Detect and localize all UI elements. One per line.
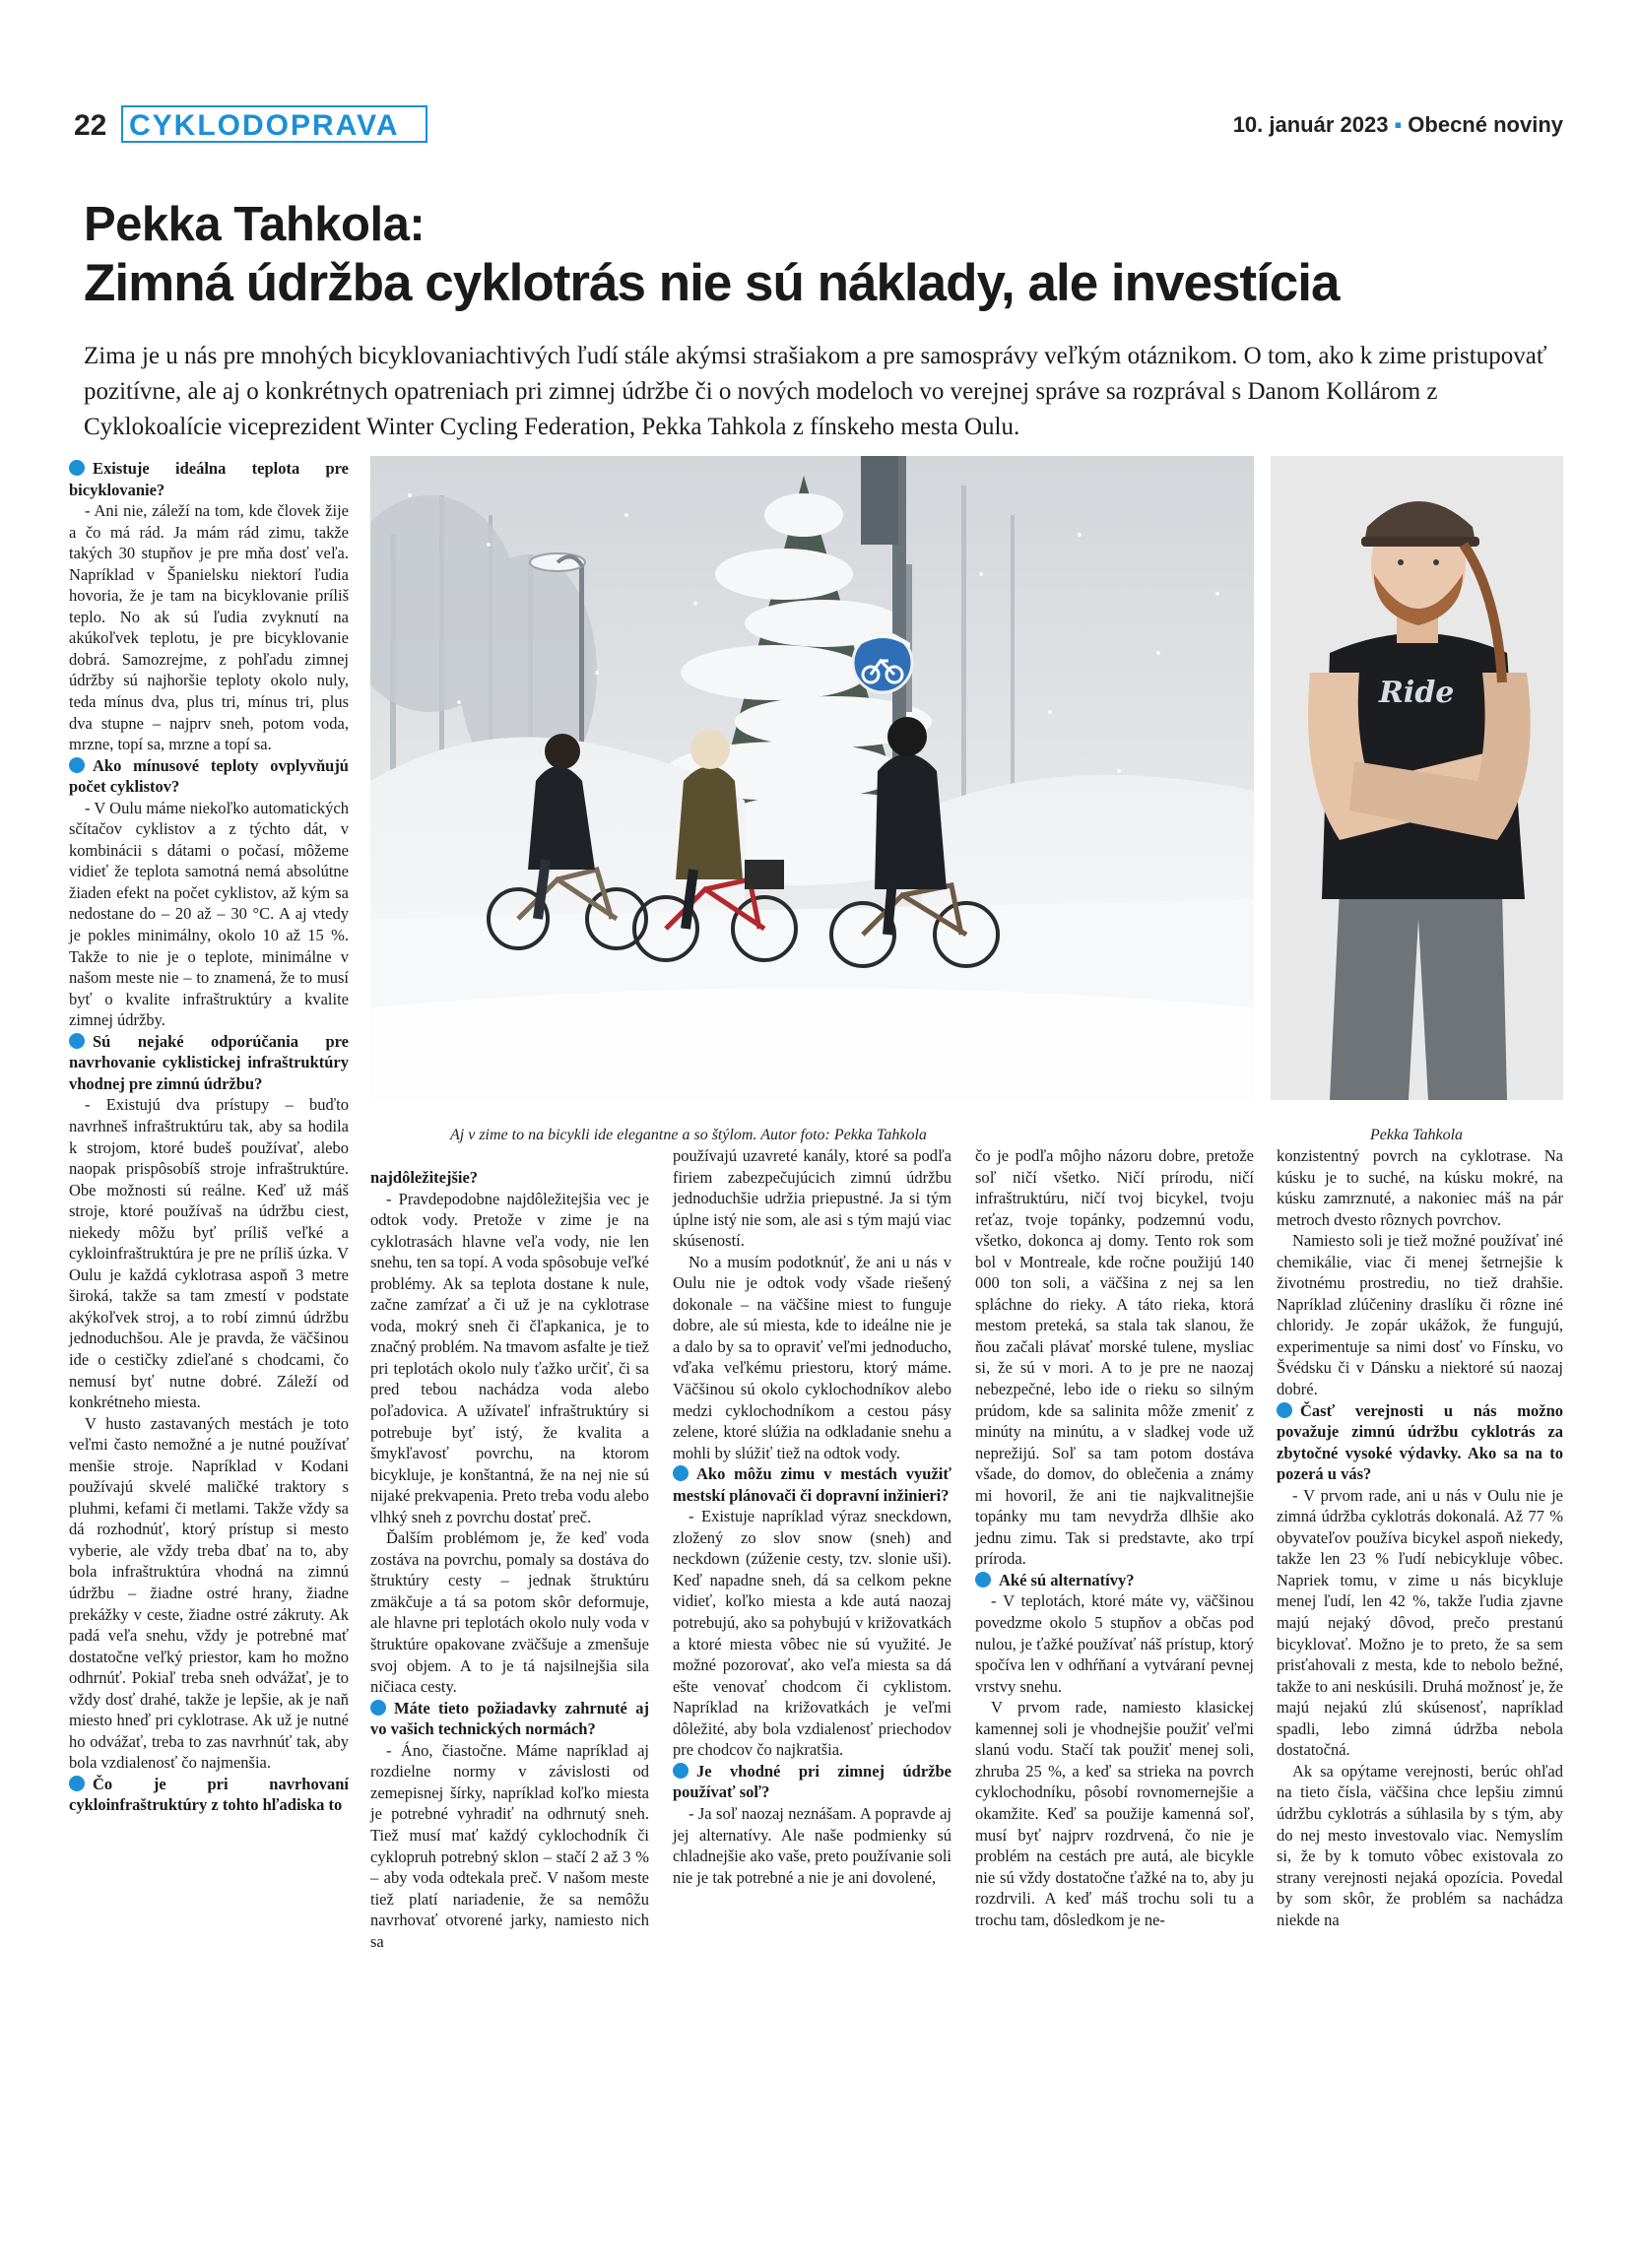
bullet-icon [69, 1776, 85, 1791]
question: Existuje ideálna teplota pre bicyklovanie? [69, 459, 349, 499]
bullet-icon [69, 1033, 85, 1049]
bullet-icon [673, 1763, 689, 1779]
article-column-1 [69, 458, 349, 1816]
article-column-2 [370, 1167, 649, 1952]
bullet-icon [975, 1572, 991, 1588]
answer: - Pravdepodobne najdôležitejšia vec je odtok vody. Pretože v zime je na cyklotrasách hlavne veľa vody, nie len snehu, ten sa topí. A voda spôsobuje veľké problémy. Ak sa teplota dostane k nule, začne zamŕzať a či už je na cyklotrase voda, mokrý sneh či čľapkanica, je to značný problém. Na tmavom asfalte je tiež pri teplotách okolo nuly ťažko určiť, či sa pred tebou nachádza voda alebo poľadovica. A užívateľ infraštruktúry si potrebuje byť istý, že kvalita a šmykľavosť povrchu, na ktorom bicykluje, je konštantná, že na nej nie sú nijaké prekvapenia. Preto treba vodu alebo vlhký sneh z povrchu dostať preč. [370, 1189, 649, 1526]
publication-name: Obecné noviny [1408, 112, 1563, 137]
bullet-icon [69, 460, 85, 476]
winter-cyclists-illustration [370, 456, 1254, 1100]
answer: - Áno, čiastočne. Máme napríklad aj rozdielne normy v závislosti od zemepisnej šírky, napríklad koľko miesta je potrebné vyhradiť na odhrnutý sneh. Tiež musí mať každý cyklochodník či cyklopruh potrebný sklon – stačí 2 až 3 % – aby voda odtekala preč. V našom meste tiež platí nariadenie, že sa nemôžu navrhovať otvorené jarky, namiesto nich sa [370, 1740, 649, 1951]
answer: - V teplotách, ktoré máte vy, väčšinou povedzme okolo 5 stupňov a občas pod nulou, je ťažké používať náš prístup, ktorý spočíva len v odhŕňaní a vytváraní pevnej vrstvy snehu. [975, 1591, 1254, 1696]
question: Je vhodné pri zimnej údržbe používať soľ? [673, 1761, 951, 1802]
article-column-5 [1277, 1145, 1563, 1930]
question: Časť verejnosti u nás možno považuje zimnú údržbu cyklotrás za zbytočné vysoké výdavky. Ako sa na to pozerá u vás? [1277, 1400, 1563, 1484]
issue-date: 10. január 2023 [1232, 112, 1389, 137]
main-photo-winter-cyclists [370, 456, 1254, 1100]
answer-paragraph: Namiesto soli je tiež možné používať iné chemikálie, viac či menej šetrnejšie k životnému prostrediu, no tiež drahšie. Napríklad zlúčeniny draslíku či rôzne iné chloridy. Je zopár ukážok, že fungujú, experimentuje sa nimi dosť vo Fínsku, vo Švédsku či v Dánsku a niektoré sú naozaj dobré. [1277, 1231, 1563, 1399]
question-continued: najdôležitejšie? [370, 1168, 479, 1187]
answer: - V Oulu máme niekoľko automatických sčítačov cyklistov a z týchto dát, v kombinácii s dátami o počasí, môžeme vidieť že teplota samotná nemá absolútne žiaden efekt na počet cyklistov, až kým sa nedostane do – 20 až – 30 °C. A aj vtedy je pokles minimálny, okolo 10 až 15 %. Takže to nie je o teplote, minimálne v našom meste nie – to znamená, že to musí byť o kvalite infraštruktúry a kvalite zimnej údržby. [69, 798, 349, 1030]
answer-continued: používajú uzavreté kanály, ktoré sa podľa firiem zabezpečujúcich zimnú údržbu jednoduchšie udržia priepustné. Ja si tým úplne istý nie som, ale asi s tým majú viac skúseností. [673, 1146, 951, 1251]
answer-paragraph: No a musím podotknúť, že ani u nás v Oulu nie je odtok vody všade riešený dokonale – na väčšine miest to funguje dobre, ale sú miesta, kde to ideálne nie je a dalo by sa to opraviť veľmi jednoducho, vďaka veľkému priestoru, ktorý máme. Väčšinou sú okolo cyklochodníkov alebo medzi cyklochodníkom a cestou pásy zelene, ktoré slúžia na odkladanie snehu a mohli by slúžiť tiež na odtok vody. [673, 1252, 951, 1462]
answer: - Ani nie, záleží na tom, kde človek žije a čo má rád. Ja mám rád zimu, takže takých 30 stupňov je pre mňa dosť veľa. Napríklad v Španielsku niektorí ľudia hovoria, že je tam na bicyklovanie príliš teplo. No ak sú ľudia zvyknutí na akúkoľvek teplotu, je pre bicyklovanie dobrá. Samozrejme, z pohľadu zimnej údržby sú najhoršie teploty okolo nuly, teda mínus dva, plus tri, mínus tri, plus dva stupne – najprv sneh, potom voda, mrzne, topí sa, mrzne a topí sa. [69, 501, 349, 754]
bullet-icon [69, 757, 85, 773]
bullet-icon [1277, 1402, 1292, 1418]
article-headline: Zimná údržba cyklotrás nie sú náklady, ale investícia [84, 254, 1340, 312]
answer: - Existujú dva prístupy – buďto navrhneš infraštruktúru tak, aby sa hodila k strojom, ktoré budeš používať, alebo naopak prispôsobíš stroje infraštruktúre. Obe možnosti sú reálne. Keď už máš stroje, ktoré používaš na údržbu ciest, niekedy môžu byť príliš veľké a cykloinfraštruktúra je pre ne príliš úzka. V Oulu je každá cyklotrasa aspoň 3 metre široká, takže sa tam zmestí v podstate akýkoľvek stroj, a to robí zimnú údržbu jednoduchšou. Ale je pravda, že väčšinou ide o cestičky zdieľané s chodcami, čo nemusí byť nutne dobré. Záleží od konkrétneho miesta. [69, 1095, 349, 1412]
bullet-icon [673, 1465, 689, 1481]
article-lead: Zima je u nás pre mnohých bicyklovaniachtivých ľudí stále akýmsi strašiakom a pre samosprávy veľkým otáznikom. O tom, ako k zime pristupovať pozitívne, ale aj o konkrétnych opatreniach pri zimnej údržbe či o nových modeloch vo verejnej správe sa rozprával s Danom Kollárom z Cyklokoalície viceprezident Winter Cycling Federation, Pekka Tahkola z fínskeho mesta Oulu. [84, 343, 1547, 440]
answer-paragraph: V prvom rade, namiesto klasickej kamennej soli je vhodnejšie použiť veľmi slanú vodu. Stačí tak použiť menej soli, zhruba 25 %, a keď sa strieka na povrch cyklochodníku, pôsobí rovnomernejšie a okamžite. Keď sa použije kamenná soľ, musí byť najprv rozdrvená, čo nie je problém na cestách pre autá, ale bicykle nie sú vždy dostatočne ťažké na to, aby ju rozdrvili. A keď máš trochu soli tu a trochu tam, dôsledkom je ne- [975, 1698, 1254, 1929]
issue-line [1233, 110, 1563, 140]
question: Ako mínusové teploty ovplyvňujú počet cyklistov? [69, 755, 349, 797]
page-number: 22 [74, 109, 107, 142]
answer-paragraph: Ak sa opýtame verejnosti, berúc ohľad na tieto čísla, väčšina chce lepšiu zimnú údržbu cyklotrás a súhlasila by s tým, aby do nej mesto investovalo viac. Nemyslím si, že by k tomuto vôbec existovala zo strany verejnosti nejaká opozícia. Povedal by som skôr, že problém sa nachádza niekde na [1277, 1761, 1563, 1929]
bicycle-sign [853, 633, 912, 692]
answer-continued: čo je podľa môjho názoru dobre, pretože soľ ničí všetko. Ničí prírodu, ničí infraštruktúru, ničí tvoj bicykel, tvoju reťaz, tvoje topánky, podzemnú vodu, všetko, dokonca aj domy. Tento rok som bol v Montreale, kde ročne použijú 140 000 ton soli, a väčšina z nej sa len spláchne do rieky. A táto rieka, ktorá mestom preteká, sa stala tak slanou, že ňou začali plávať morské tulene, mysliac si, že sú v mori. A to je pre ne naozaj nebezpečné, lebo ide o rieku so silným prúdom, kde sa salinita môže zmeniť z minúty na minútu, a v sladkej vode už neprežijú. Soľ sa tam potom dostáva všade, do domov, do oblečenia a známy mi hovoril, že ani tie najkvalitnejšie topánky mu tam nevydrža dlhšie ako jednu zimu. Tak si predstavte, ako trpí príroda. [975, 1146, 1254, 1569]
separator-square-icon: ▪ [1394, 112, 1403, 137]
answer-paragraph: Ďalším problémom je, že keď voda zostáva na povrchu, pomaly sa dostáva do štruktúry cesty – jednak štruktúru zmäkčuje a tá sa potom skôr deformuje, ale hlavne pri teplotách okolo nuly voda v štruktúre opakovane zväčšuje a zmenšuje svoj objem. A to je tá najsilnejšia sila ničiaca cesty. [370, 1528, 649, 1697]
answer-paragraph: V husto zastavaných mestách je toto veľmi často nemožné a je nutné používať menšie stroje. Napríklad v Kodani používajú skvelé maličké traktory s pluhmi, kefami či metlami. Takže vždy sa dá rozhodnúť, ktorý prístup si mesto vyberie, ale vždy treba dbať na to, aby bola infraštruktúra vhodná na zimnú údržbu – žiadne ostré hrany, žiadne prekážky v ceste, žiadne ostré zákruty. Ak padá veľa snehu, vždy je potrebné mať dostatočne veľký priestor, kam ho možno odhrnúť. Pokiaľ treba sneh odvážať, je to vždy dosť drahé, takže je lepšie, ak je naň miesto hneď pri cyklotrase. Ak už je nutné ho odvážať, treba to zas navrhnúť tak, aby bola vzdialenosť čo najmenšia. [69, 1413, 349, 1773]
answer-continued: konzistentný povrch na cyklotrase. Na kúsku je to suché, na kúsku mokré, na kúsku zamrznuté, a nakoniec máš na pár metroch dvesto rôznych povrchov. [1277, 1146, 1563, 1229]
answer: - V prvom rade, ani u nás v Oulu nie je zimná údržba cyklotrás dokonalá. Až 77 % obyvateľov používa bicykel aspoň niekedy, takže len 23 % ľudí nebicykluje vôbec. Napriek tomu, v zime u nás bicykluje menej ľudí, len 42 %, takže ľudia zjavne majú nejaký dôvod, prečo prestanú bicyklovať. Možno je to preto, že sa sem prisťahovali z mesta, kde to nebolo bežné, takže to ani neskúsili. Druhá možnosť je, že majú nejakú zlú skúsenosť, napríklad spadli, lebo zimná údržba nebola dostatočná. [1277, 1485, 1563, 1760]
portrait-photo-pekka-tahkola [1271, 456, 1563, 1100]
bullet-icon [370, 1700, 386, 1716]
tshirt-print: Ride [1379, 676, 1455, 710]
question: Ako môžu zimu v mestách využiť mestskí plánovači či dopravní inžinieri? [673, 1464, 951, 1505]
article-kicker: Pekka Tahkola: [84, 198, 426, 251]
question: Máte tieto požiadavky zahrnuté aj vo vašich technických normách? [370, 1698, 649, 1739]
portrait-caption: Pekka Tahkola [1370, 1127, 1464, 1143]
question: Sú nejaké odporúčania pre navrhovanie cyklistickej infraštruktúry vhodnej pre zimnú údržbu? [69, 1031, 349, 1093]
answer: - Existuje napríklad výraz sneckdown, zložený zo slov snow (sneh) and neckdown (zúženie cesty, tzv. slonie uši). Keď napadne sneh, dá sa celkom pekne vidieť, koľko miesta a kde autá naozaj potrebujú, ako sa pohybujú v križovatkách a ktoré miesta vôbec nie sú využité. Je možné pozorovať, ako veľa miesta sa dá ešte venovať chodcom či cyklistom. Napríklad na križovatkách je veľmi dôležité, aby bola vzdialenosť priechodov pre chodcov čo najkratšia. [673, 1507, 951, 1760]
answer: - Ja soľ naozaj neznášam. A popravde aj jej alternatívy. Ale naše podmienky sú chladnejšie ako vaše, preto používanie soli nie je tak potrebné a nie je ani dovolené, [673, 1803, 951, 1887]
portrait-illustration [1271, 456, 1563, 1100]
question: Čo je pri navrhovaní cykloinfraštruktúry z tohto hľadiska to [69, 1774, 349, 1815]
article-column-3 [673, 1145, 951, 1888]
section-label: CYKLODOPRAVA [121, 105, 427, 143]
article-column-4 [975, 1145, 1254, 1930]
main-photo-caption: Aj v zime to na bicykli ide elegantne a so štýlom. Autor foto: Pekka Tahkola [450, 1127, 927, 1143]
question: Aké sú alternatívy? [975, 1570, 1254, 1591]
